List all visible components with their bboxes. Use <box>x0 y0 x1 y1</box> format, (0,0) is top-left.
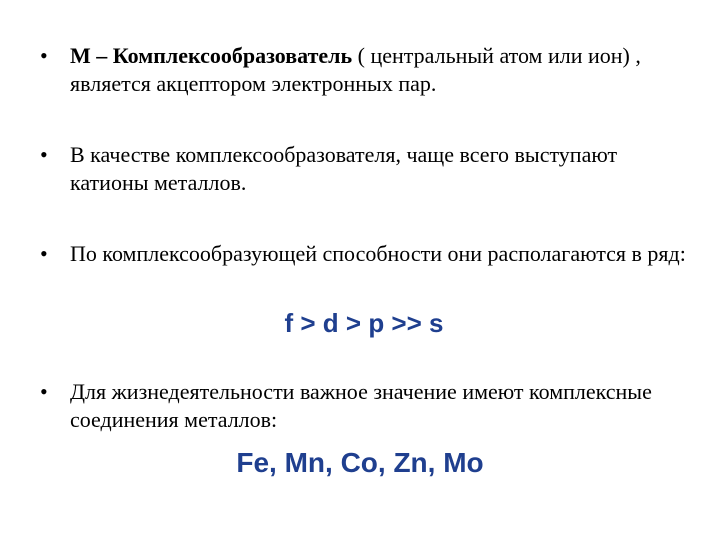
orbital-series: f > d > p >> s <box>284 308 444 338</box>
bullet-item-metal-compounds <box>40 378 700 434</box>
bullet-item-ability-series <box>40 240 700 268</box>
bullet-icon: • <box>40 379 48 404</box>
bullet-text <box>70 42 700 98</box>
bullet-text: В качестве комплексообразователя, чаще всего выступают катионы металлов. <box>70 142 618 195</box>
term-definition: ( центральный атом или ион) , является акцептором электронных пар. <box>70 43 641 96</box>
bullet-text: По комплексообразующей способности они располагаются в ряд: <box>70 241 686 266</box>
metals-list: Fe, Mn, Co, Zn, Mo <box>236 447 484 478</box>
bullet-icon: • <box>40 43 48 68</box>
bullet-icon: • <box>40 241 48 266</box>
bullet-item-complexing-agent <box>40 42 700 98</box>
bullet-icon: • <box>40 142 48 167</box>
bullet-item-metal-cations <box>40 141 700 197</box>
term-bold: М – Комплексообразователь <box>70 43 353 68</box>
bullet-text: Для жизнедеятельности важное значение имеют комплексные соединения металлов: <box>70 379 652 432</box>
